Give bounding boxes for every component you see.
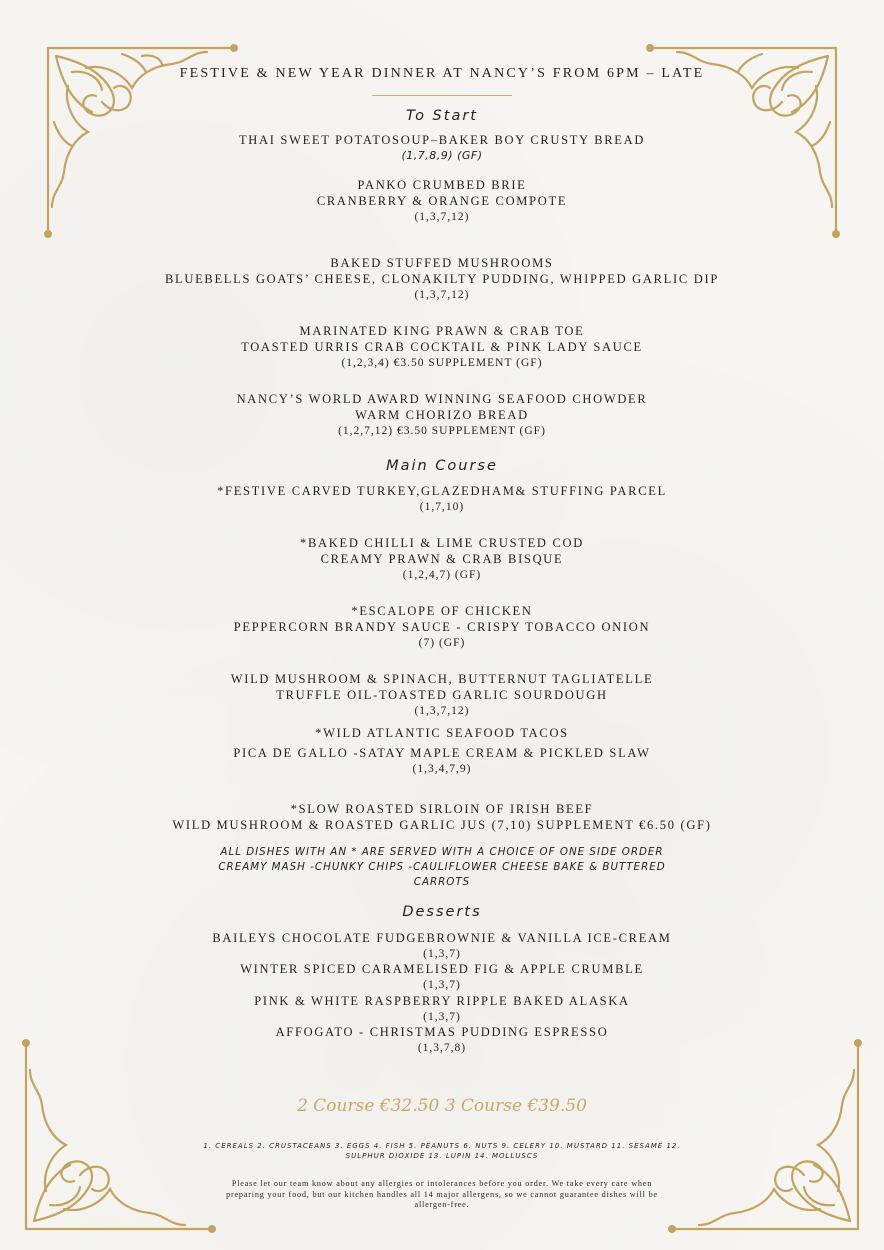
divider [372, 95, 512, 96]
allergen-codes: (1,2,3,4) €3.50 SUPPLEMENT (GF) [341, 357, 543, 369]
sides-note-line: CREAMY MASH -CHUNKY CHIPS -CAULIFLOWER CHEESE BAKE & BUTTERED [218, 861, 666, 873]
dish-name: NANCY’S WORLD AWARD WINNING SEAFOOD CHOWDER [236, 392, 648, 406]
menu-item [0, 177, 884, 225]
sides-note [0, 845, 884, 890]
allergen-codes: (1,3,7,12) [414, 705, 470, 717]
dish-description: PICA DE GALLO -SATAY MAPLE CREAM & PICKLED SLAW [233, 746, 651, 760]
section-heading-main: Main Course [386, 458, 498, 474]
menu-item [0, 745, 884, 777]
menu-item [0, 801, 884, 833]
dish-name: WILD MUSHROOM & SPINACH, BUTTERNUT TAGLIATELLE [230, 672, 654, 686]
disclaimer-line: allergen-free. [414, 1200, 470, 1209]
dish-description: CREAMY PRAWN & CRAB BISQUE [320, 552, 564, 566]
menu-item [0, 255, 884, 303]
menu-item [0, 961, 884, 993]
menu-item [0, 993, 884, 1025]
dish-description: CRANBERRY & ORANGE COMPOTE [316, 194, 568, 208]
menu-item [0, 725, 884, 741]
dish-description: WILD MUSHROOM & ROASTED GARLIC JUS (7,10) SUPPLEMENT €6.50 (GF) [172, 818, 712, 832]
allergen-key [0, 1142, 884, 1161]
dish-name: WINTER SPICED CARAMELISED FIG & APPLE CRUMBLE [240, 962, 644, 976]
disclaimer-line: preparing your food, but our kitchen handles all 14 major allergens, so we cannot guarantee dishes will be [226, 1189, 658, 1199]
menu-item [0, 1024, 884, 1056]
dish-description: BLUEBELLS GOATS’ CHEESE, CLONAKILTY PUDDING, WHIPPED GARLIC DIP [165, 272, 719, 286]
allergen-codes: (7) (GF) [418, 637, 466, 649]
dish-name: BAKED STUFFED MUSHROOMS [330, 256, 554, 270]
allergen-codes: (1,3,7) [423, 1011, 461, 1023]
menu-title: FESTIVE & NEW YEAR DINNER AT NANCY’S FROM 6PM – LATE [179, 66, 705, 81]
dish-name: *SLOW ROASTED SIRLOIN OF IRISH BEEF [290, 802, 594, 816]
dish-description: TOASTED URRIS CRAB COCKTAIL & PINK LADY SAUCE [241, 340, 643, 354]
menu-item [0, 671, 884, 719]
dish-name: AFFOGATO - CHRISTMAS PUDDING ESPRESSO [275, 1025, 609, 1039]
dish-name: PANKO CRUMBED BRIE [357, 178, 527, 192]
allergen-codes: (1,3,7,8) [417, 1042, 467, 1054]
allergen-codes: (1,3,7) [423, 948, 461, 960]
allergen-codes: (1,3,7) [423, 979, 461, 991]
dish-name: PINK & WHITE RASPBERRY RIPPLE BAKED ALASKA [254, 994, 630, 1008]
dish-name: *FESTIVE CARVED TURKEY,GLAZEDHAM& STUFFING PARCEL [217, 484, 667, 498]
dish-description: PEPPERCORN BRANDY SAUCE - CRISPY TOBACCO ONION [233, 620, 651, 634]
allergy-disclaimer [0, 1179, 884, 1211]
allergen-codes: (1,2,4,7) (GF) [402, 569, 482, 581]
price-line: 2 Course €32.50 3 Course €39.50 [297, 1096, 587, 1116]
disclaimer-line: Please let our team know about any allergies or intolerances before you order. We take every care when [231, 1179, 653, 1188]
allergen-codes: (1,7,10) [419, 501, 465, 513]
menu-item [0, 132, 884, 164]
menu-item [0, 391, 884, 439]
dish-description: TRUFFLE OIL-TOASTED GARLIC SOURDOUGH [276, 688, 608, 702]
section-heading-start: To Start [406, 108, 478, 124]
dish-name: *ESCALOPE OF CHICKEN [351, 604, 533, 618]
allergen-key-line: 1. CEREALS 2. CRUSTACEANS 3. EGGS 4. FISH 5. PEANUTS 6. NUTS 9. CELERY 10. MUSTARD 11. SESAME 12. [203, 1142, 681, 1150]
menu-item [0, 535, 884, 583]
sides-note-line: CARROTS [413, 876, 471, 888]
menu-item [0, 483, 884, 515]
dish-name: *WILD ATLANTIC SEAFOOD TACOS [315, 726, 569, 740]
menu-item [0, 930, 884, 962]
section-heading-desserts: Desserts [402, 904, 482, 920]
allergen-codes: (1,3,7,12) [414, 211, 470, 223]
dish-name: BAILEYS CHOCOLATE FUDGEBROWNIE & VANILLA ICE-CREAM [212, 931, 672, 945]
allergen-codes: (1,3,7,12) [414, 289, 470, 301]
allergen-key-line: SULPHUR DIOXIDE 13. LUPIN 14. MOLLUSCS [345, 1151, 539, 1160]
menu-item [0, 603, 884, 651]
allergen-codes: (1,3,4,7,9) [412, 763, 472, 775]
sides-note-line: ALL DISHES WITH AN * ARE SERVED WITH A CHOICE OF ONE SIDE ORDER [220, 846, 664, 858]
dish-name: MARINATED KING PRAWN & CRAB TOE [299, 324, 585, 338]
allergen-codes: (1,2,7,12) €3.50 SUPPLEMENT (GF) [338, 425, 546, 437]
allergen-codes: (1,7,8,9) (GF) [401, 149, 483, 162]
menu-item [0, 323, 884, 371]
dish-description: WARM CHORIZO BREAD [355, 408, 529, 422]
dish-name: *BAKED CHILLI & LIME CRUSTED COD [300, 536, 584, 550]
dish-name: THAI SWEET POTATOSOUP–BAKER BOY CRUSTY BREAD [238, 133, 646, 147]
